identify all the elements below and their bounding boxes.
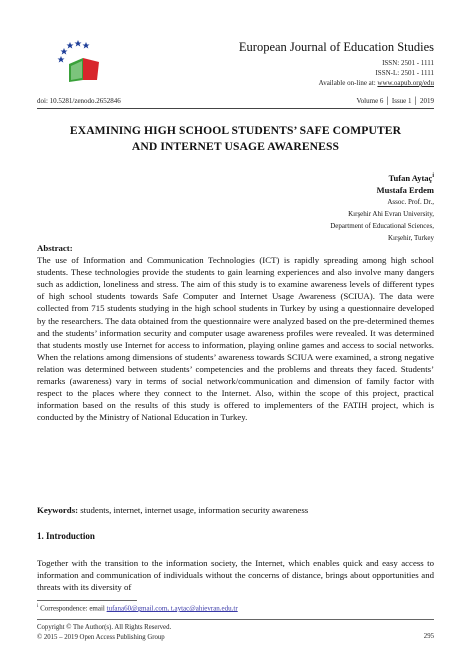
introduction-heading: 1. Introduction [37,531,95,541]
doi[interactable]: doi: 10.5281/zenodo.2652846 [37,97,121,105]
volume-issue: Volume 6 │ Issue 1 │ 2019 [356,97,434,105]
author-1-name: Tufan Aytaç [388,172,433,183]
title-line-2: AND INTERNET USAGE AWARENESS [131,140,340,153]
abstract [37,242,434,423]
issn-l: ISSN-L: 2501 - 1111 [375,69,434,77]
email-link[interactable]: tufana60@gmail.com, t.aytac@ahievran.edu.tr [106,604,238,613]
abstract-heading: Abstract: [37,243,73,253]
copyright-line-2: © 2015 – 2019 Open Access Publishing Group [37,633,165,641]
author-1 [330,170,434,184]
affiliation-4: Kırşehir, Turkey [388,233,434,242]
author-1-mark: i [432,173,434,179]
title-line-1: EXAMINING HIGH SCHOOL STUDENTS’ SAFE COMPUTER [69,124,402,137]
footer-divider [37,619,434,620]
footnote-label: Correspondence: email [38,604,107,613]
journal-header [239,40,434,88]
page-number: 295 [423,633,434,640]
header-divider [37,108,434,109]
footnote [37,604,238,612]
introduction-text: Together with the transition to the information society, the Internet, which enables quick and easy access to information and communication of individuals without the concerns of distance, brings about opportunities and threats with its diversity of [37,558,434,593]
keywords-text: students, internet, internet usage, information security awareness [78,505,309,515]
author-2: Mustafa Erdem [376,184,434,195]
authors-block [330,170,434,244]
journal-name: European Journal of Education Studies [238,40,434,54]
journal-url-link[interactable]: www.oapub.org/edu [377,79,434,87]
paper-title [37,123,434,155]
issn: ISSN: 2501 - 1111 [382,59,434,67]
affiliation-1: Assoc. Prof. Dr., [387,197,434,206]
doi-line [37,97,434,105]
journal-logo-icon [57,34,103,84]
availability [239,78,434,88]
copyright-line-1: Copyright © The Author(s). All Rights Reserved. [37,624,172,631]
footnote-mark: i [37,604,39,609]
affiliation-3: Department of Educational Sciences, [330,221,434,230]
footnote-divider [37,600,137,601]
available-prefix: Available on-line at: [318,79,378,87]
keywords [37,505,434,515]
copyright [37,623,171,642]
abstract-text: The use of Information and Communication Technologies (ICT) is rapidly spreading among high school students. These technologies provide the students to gain learning experiences and also involve many dangers such as addiction, loneliness and stress. The aim of this study is to examine awareness levels of different types of high school students towards Safe Computer and Internet Usage Awareness (SCIUA). The data were collected from 715 students studying in the high school students in Turkey by using a questionnaire developed by the researchers. The data obtained from the questionnaire were analyzed based on the pre-determined themes and the students’ information security and computer usage awareness profiles were revealed. It was determined that students mostly use Internet for access to information, playing online games and access to social networks. When the relations among dimensions of students’ awareness towards SCIUA were examined, a strong negative relation was determined between students’ competencies and the problems and threats they faced. Students’ remarks (awareness) vary in terms of social network/communication and dimension of family factor with respect to the places where they connect to the Internet. Also, within the scope of this project, practical information based on the results of this study is offered to implementers of the FATIH project, which is conducted by the Ministry of National Education in Turkey. [37,255,434,423]
affiliation-2: Kırşehir Ahi Evran University, [348,209,434,218]
keywords-label: Keywords: [37,505,79,515]
